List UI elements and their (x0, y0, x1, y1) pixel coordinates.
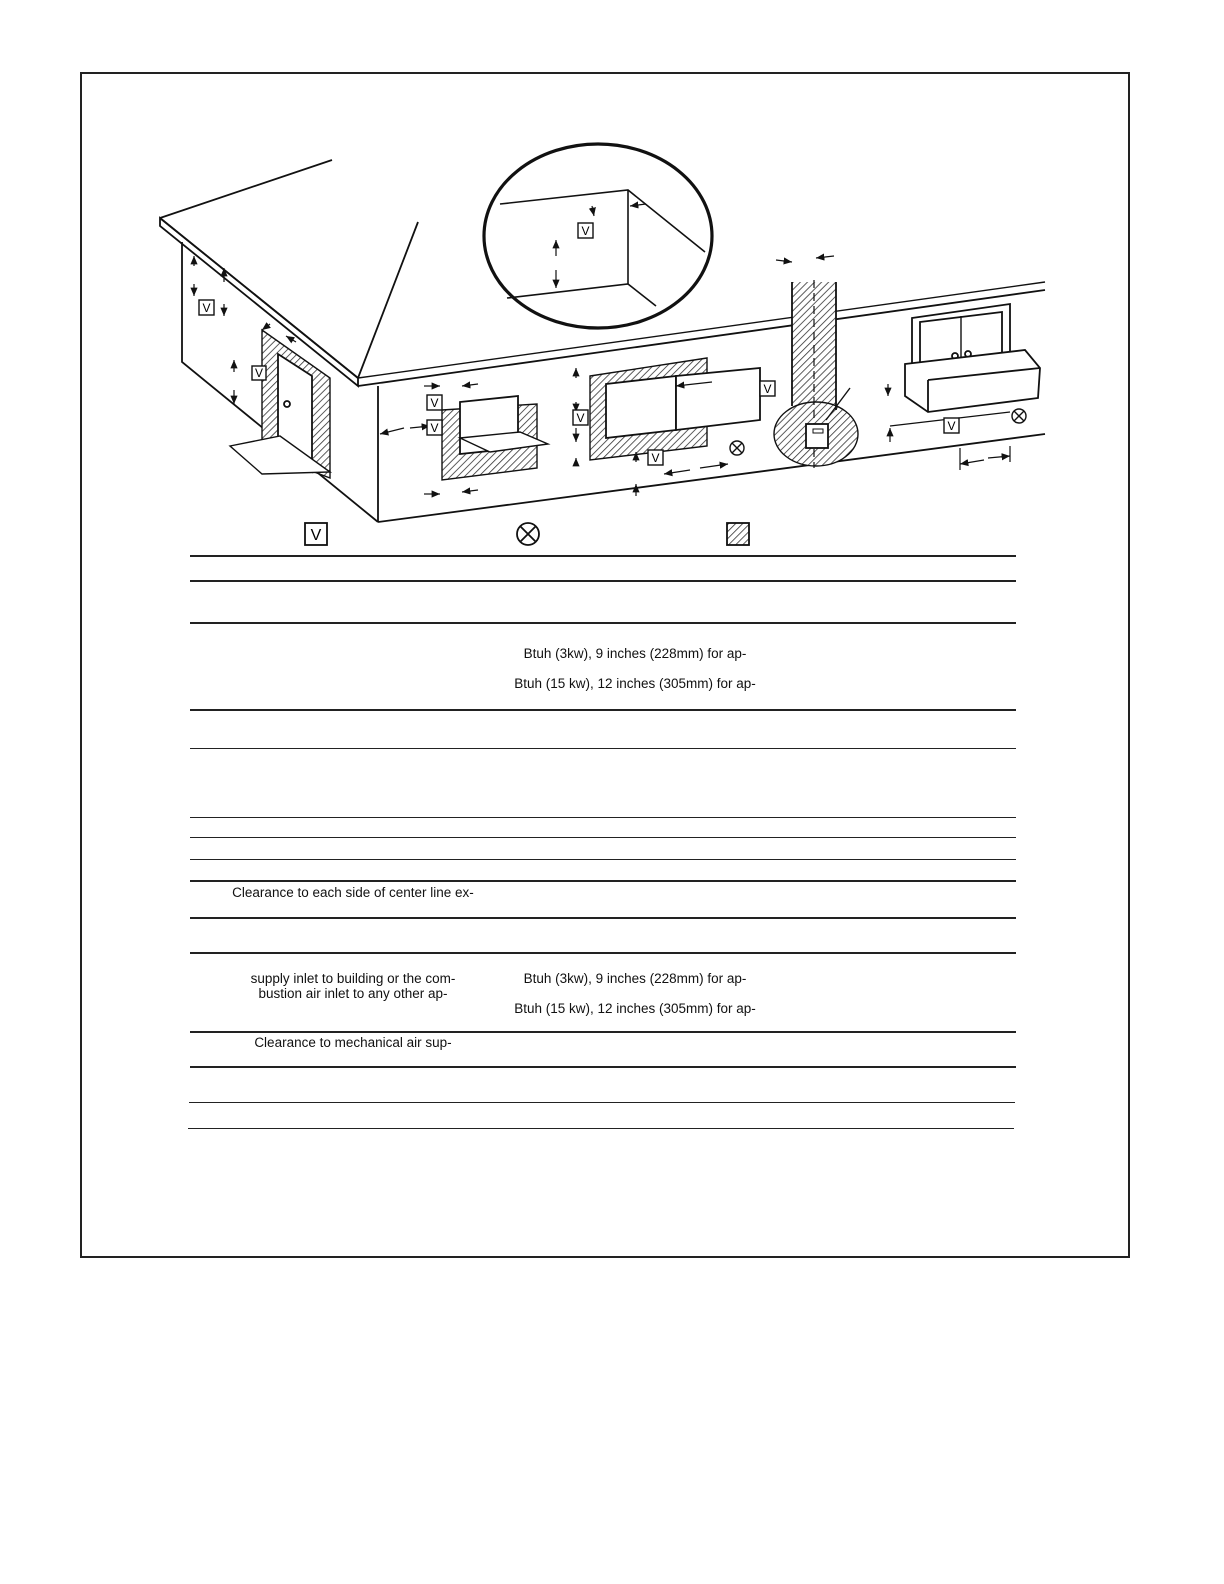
table-rule (190, 1066, 1016, 1068)
svg-text:V: V (430, 396, 439, 410)
table-rule (190, 837, 1016, 838)
vent-marker (648, 450, 663, 465)
table-cell-text: Clearance to mechanical air sup- (254, 1035, 452, 1050)
vent-marker (573, 410, 588, 425)
table-cell-text: supply inlet to building or the com- (250, 971, 456, 986)
table-rule (190, 580, 1016, 582)
vent-marker (944, 418, 959, 433)
svg-text:V: V (947, 419, 956, 433)
table-rule (190, 917, 1016, 919)
legend-restricted-area-icon (727, 523, 749, 545)
legend-vent-terminal-icon (305, 523, 327, 545)
svg-text:V: V (202, 301, 211, 315)
vent-marker (252, 366, 266, 380)
svg-text:V: V (310, 527, 322, 544)
air-inlet-icon (1012, 409, 1026, 423)
table-rule (190, 622, 1016, 624)
chimney-restricted-area (774, 280, 858, 468)
vent-marker (199, 300, 214, 315)
svg-text:V: V (576, 411, 585, 425)
svg-text:V: V (254, 366, 264, 380)
legend (305, 523, 749, 545)
table-rule (190, 880, 1016, 882)
table-cell-text: Btuh (15 kw), 12 inches (305mm) for ap- (514, 676, 756, 691)
svg-text:V: V (763, 382, 772, 396)
table-rule (190, 709, 1016, 711)
table-rule (189, 1102, 1015, 1103)
table-cell-text: Clearance to each side of center line ex- (232, 885, 474, 900)
window-1-restricted-area (442, 396, 548, 480)
table-cell-text: Btuh (3kw), 9 inches (228mm) for ap- (523, 971, 747, 986)
svg-text:V: V (651, 451, 660, 465)
table-cell-text: Btuh (15 kw), 12 inches (305mm) for ap- (514, 1001, 756, 1016)
table-rule (188, 1128, 1014, 1129)
table-rule (190, 555, 1016, 557)
table-rule (190, 859, 1016, 860)
vent-marker (578, 223, 593, 238)
detail-callout-circle (484, 144, 712, 328)
vent-marker (427, 420, 442, 435)
table-cell-text: bustion air inlet to any other ap- (258, 986, 448, 1001)
legend-air-supply-inlet-icon (517, 523, 539, 545)
table-rule (190, 952, 1016, 954)
table-rule (190, 817, 1016, 818)
svg-text:V: V (581, 224, 590, 238)
table-rule (190, 1031, 1016, 1033)
air-inlet-icon (730, 441, 744, 455)
table-cell-text: Btuh (3kw), 9 inches (228mm) for ap- (523, 646, 747, 661)
vent-clearance-diagram (0, 0, 1224, 560)
balcony-door (905, 304, 1040, 412)
table-rule (190, 748, 1016, 749)
vent-marker (427, 395, 442, 410)
vent-marker (760, 381, 775, 396)
svg-text:V: V (430, 421, 439, 435)
